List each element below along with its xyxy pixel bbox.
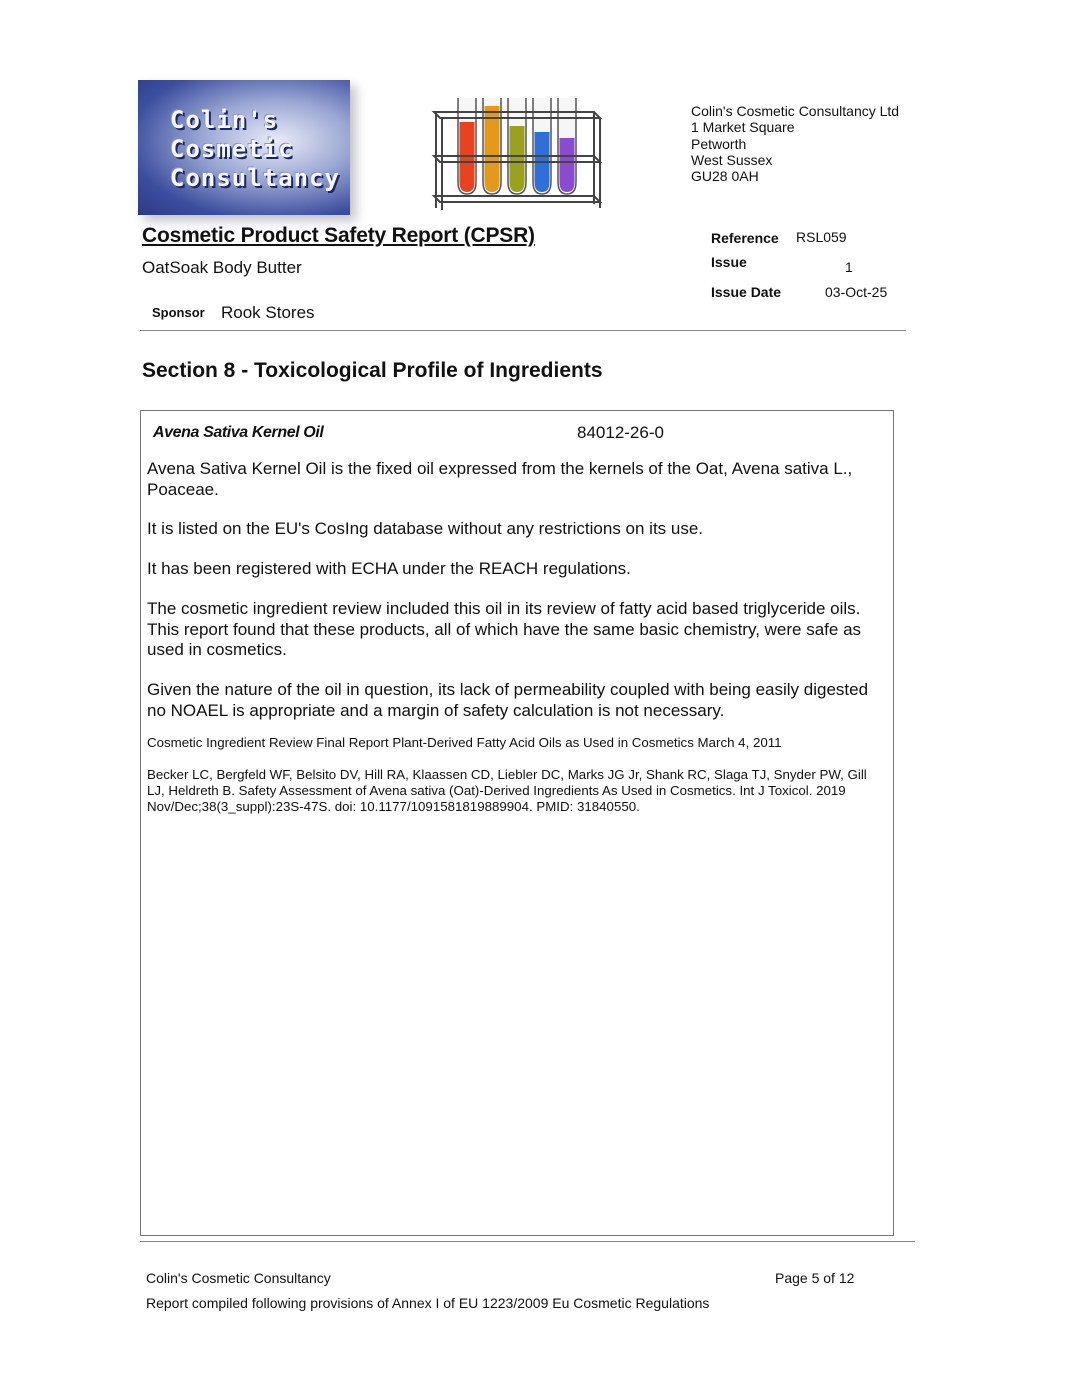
issue-value: 1	[845, 259, 853, 275]
ingredient-paragraph: It is listed on the EU's CosIng database without any restrictions on its use.	[147, 519, 704, 538]
address-line-3: Petworth	[691, 136, 747, 152]
reference-citation: Cosmetic Ingredient Review Final Report Plant-Derived Fatty Acid Oils as Used in Cosmetics March 4, 2011	[147, 735, 782, 750]
address-line-2: 1 Market Square	[691, 119, 795, 135]
sponsor-label: Sponsor	[152, 305, 205, 320]
page-number: Page 5 of 12	[775, 1270, 855, 1286]
test-tube-rack-icon	[428, 92, 608, 214]
issue-label: Issue	[711, 254, 747, 270]
header-divider	[140, 330, 906, 331]
footer-company: Colin's Cosmetic Consultancy	[146, 1270, 331, 1286]
ingredient-paragraph: The cosmetic ingredient review included this oil in its review of fatty acid based triglyceride oils. This report found that these products, all of which have the same basic chemistry, were safe as used in cosmetics.	[147, 599, 862, 659]
ingredient-paragraph: Given the nature of the oil in question, its lack of permeability coupled with being easily digested no NOAEL is appropriate and a margin of safety calculation is not necessary.	[147, 680, 869, 720]
logo-line-3: Consultancy	[170, 164, 340, 192]
logo-line-1: Colin's	[170, 106, 279, 134]
reference-label: Reference	[711, 230, 779, 246]
issue-date-value: 03-Oct-25	[825, 284, 888, 300]
address-line-5: GU28 0AH	[691, 168, 759, 184]
address-line-4: West Sussex	[691, 152, 773, 168]
tube-liquid	[510, 126, 525, 192]
section-title: Section 8 - Toxicological Profile of Ingredients	[142, 359, 603, 382]
address-line-1: Colin's Cosmetic Consultancy Ltd	[691, 103, 900, 119]
footer-divider	[140, 1241, 915, 1242]
footer-note: Report compiled following provisions of Annex I of EU 1223/2009 Eu Cosmetic Regulations	[146, 1295, 710, 1311]
company-logo	[138, 80, 350, 215]
reference-citation: Becker LC, Bergfeld WF, Belsito DV, Hill RA, Klaassen CD, Liebler DC, Marks JG Jr, Shank RC, Slaga TJ, Snyder PW, Gill LJ, Heldreth B. Safety Assessment of Avena sativa (Oat)-Derived Ingredients As Used in Cosmetics. Int J Toxicol. 2019 Nov/Dec;38(3_suppl):23S-47S. doi: 10.1177/1091581819889904. PMID: 31840550.	[147, 767, 867, 814]
logo-line-2: Cosmetic	[170, 135, 294, 163]
cas-number: 84012-26-0	[577, 423, 664, 442]
ingredient-paragraph: Avena Sativa Kernel Oil is the fixed oil expressed from the kernels of the Oat, Avena sativa L., Poaceae.	[147, 459, 853, 499]
ingredient-paragraph: It has been registered with ECHA under the REACH regulations.	[147, 559, 631, 578]
reference-value: RSL059	[796, 229, 847, 245]
ingredient-name: Avena Sativa Kernel Oil	[153, 424, 324, 441]
sponsor-value: Rook Stores	[221, 303, 315, 322]
issue-date-label: Issue Date	[711, 284, 782, 300]
product-name: OatSoak Body Butter	[142, 258, 302, 277]
tube-liquid	[560, 138, 575, 192]
report-title: Cosmetic Product Safety Report (CPSR)	[142, 224, 535, 247]
